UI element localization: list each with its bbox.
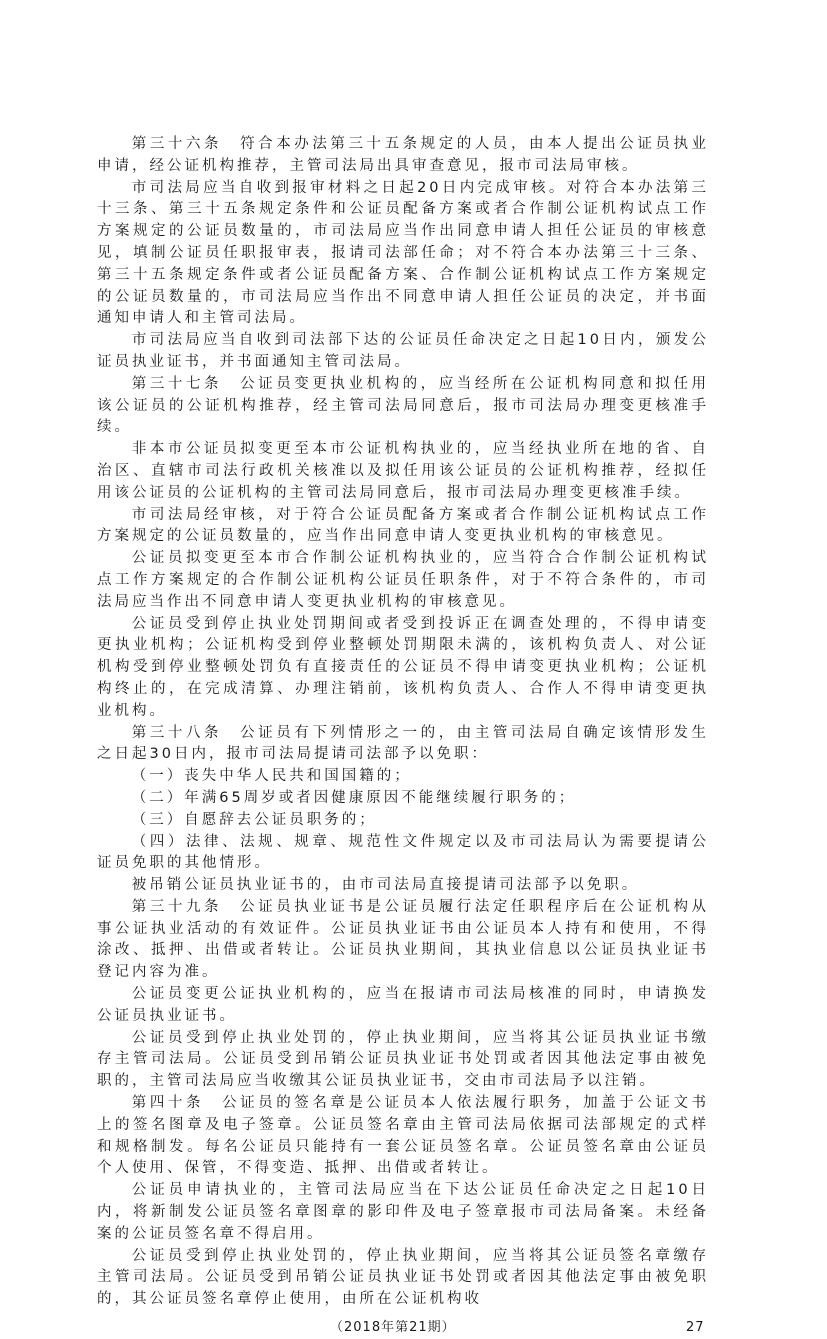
paragraph-article-40: 第四十条 公证员的签名章是公证员本人依法履行职务，加盖于公证文书上的签名图章及电子签章。公证员签名章由主管司法局依据司法部规定的式样和规格制发。每名公证员只能持有一套公证员签名章。公证员签名章由公证员个人使用、保管，不得变造、抵押、出借或者转让。: [97, 1095, 709, 1177]
list-item: （三）自愿辞去公证员职务的；: [131, 811, 377, 828]
paragraph: 公证员受到停止执业处罚期间或者受到投诉正在调查处理的，不得申请变更执业机构；公证机构受到停业整顿处罚期限未满的，该机构负责人、对公证机构受到停业整顿处罚负有直接责任的公证员不得申请变更执业机构；公证机构终止的，在完成清算、办理注销前，该机构负责人、合作人不得申请变更执业机构。: [97, 615, 709, 719]
paragraph-article-38: 第三十八条 公证员有下列情形之一的，由主管司法局自确定该情形发生之日起30日内，报市司法局提请司法部予以免职：: [97, 724, 709, 763]
paragraph-article-36: 第三十六条 符合本办法第三十五条规定的人员，由本人提出公证员执业申请，经公证机构推荐，主管司法局出具审查意见，报市司法局审核。: [97, 136, 709, 174]
document-body: [97, 0, 709, 1311]
paragraph: 市司法局应当自收到报审材料之日起20日内完成审核。对符合本办法第三十三条、第三十五条规定条件和公证员配备方案或者合作制公证机构试点工作方案规定的公证员数量的，市司法局应当作出同意申请人担任公证员的审核意见，填制公证员任职报审表，报请司法部任命；对不符合本办法第三十三条、第三十五条规定条件或者公证员配备方案、合作制公证机构试点工作方案规定的公证员数量的，市司法局应当作出不同意申请人担任公证员的决定，并书面通知申请人和主管司法局。: [97, 179, 709, 327]
page-footer: [97, 1317, 709, 1339]
paragraph-article-37: 第三十七条 公证员变更执业机构的，应当经所在公证机构同意和拟任用该公证员的公证机构推荐，经主管司法局同意后，报市司法局办理变更核准手续。: [97, 375, 709, 436]
paragraph: 市司法局经审核，对于符合公证员配备方案或者合作制公证机构试点工作方案规定的公证员数量的，应当作出同意申请人变更执业机构的审核意见。: [97, 506, 709, 545]
page-number: 27: [686, 1320, 705, 1336]
list-item: （四）法律、法规、规章、规范性文件规定以及市司法局认为需要提请公证员免职的其他情形。: [97, 833, 709, 872]
paragraph: 公证员受到停止执业处罚的，停止执业期间，应当将其公证员执业证书缴存主管司法局。公证员受到吊销公证员执业证书处罚或者因其他法定事由被免职的，主管司法局应当收缴其公证员执业证书，交由市司法局予以注销。: [97, 1029, 709, 1090]
paragraph: 非本市公证员拟变更至本市公证机构执业的，应当经执业所在地的省、自治区、直辖市司法行政机关核准以及拟任用该公证员的公证机构推荐，经拟任用该公证员的公证机构的主管司法局同意后，报市司法局办理变更核准手续。: [97, 441, 709, 501]
paragraph: 公证员受到停止执业处罚的，停止执业期间，应当将其公证员签名章缴存主管司法局。公证员受到吊销公证员执业证书处罚或者因其他法定事由被免职的，其公证员签名章停止使用，由所在公证机构收: [97, 1247, 709, 1308]
paragraph: 公证员变更公证执业机构的，应当在报请市司法局核准的同时，申请换发公证员执业证书。: [97, 986, 709, 1024]
paragraph: 市司法局应当自收到司法部下达的公证员任命决定之日起10日内，颁发公证员执业证书，并书面通知主管司法局。: [97, 332, 709, 370]
paragraph: 被吊销公证员执业证书的，由市司法局直接提请司法部予以免职。: [131, 877, 640, 894]
list-item: （一）丧失中华人民共和国国籍的；: [131, 768, 412, 785]
paragraph-article-39: 第三十九条 公证员执业证书是公证员履行法定任职程序后在公证机构从事公证执业活动的有效证件。公证员执业证书由公证员本人持有和使用，不得涂改、抵押、出借或者转让。公证员执业期间，其执业信息以公证员执业证书登记内容为准。: [97, 898, 709, 981]
issue-label: （2018年第21期）: [330, 1320, 456, 1336]
list-item: （二）年满65周岁或者因健康原因不能继续履行职务的；: [131, 789, 577, 806]
paragraph: 公证员拟变更至本市合作制公证机构执业的，应当符合合作制公证机构试点工作方案规定的合作制公证机构公证员任职条件，对于不符合条件的，市司法局应当作出不同意申请人变更执业机构的审核意见。: [97, 550, 709, 610]
paragraph: 公证员申请执业的，主管司法局应当在下达公证员任命决定之日起10日内，将新制发公证员签名章图章的影印件及电子签章报市司法局备案。未经备案的公证员签名章不得启用。: [97, 1182, 709, 1242]
